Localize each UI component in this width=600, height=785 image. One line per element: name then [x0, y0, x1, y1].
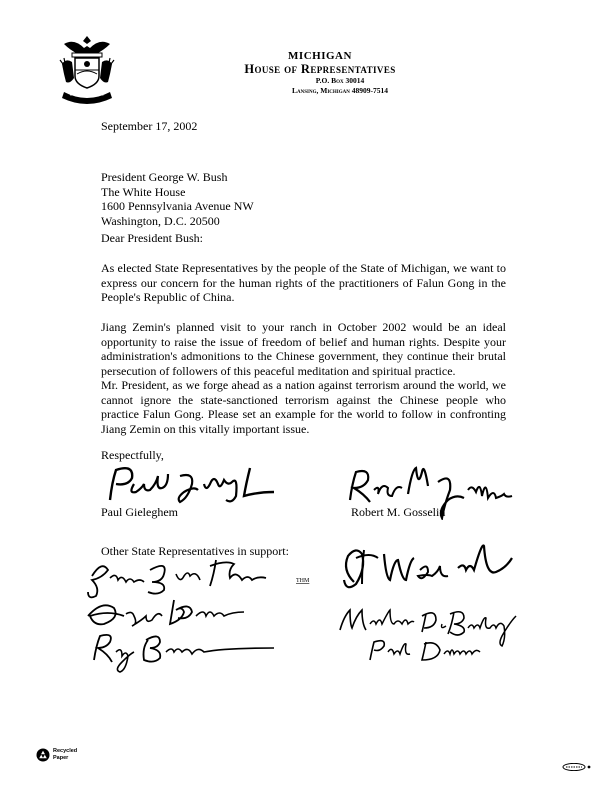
- signer-name: Paul Gieleghem: [101, 505, 178, 519]
- letter-date: September 17, 2002: [101, 119, 198, 133]
- recycled-label: [53, 748, 77, 761]
- recycle-icon: [36, 748, 50, 762]
- letterhead-state: MICHIGAN: [288, 50, 352, 62]
- address-line: Washington, D.C. 20500: [101, 213, 220, 228]
- body-paragraph: Mr. President, as we forge ahead as a nation against terrorism around the world, we cannot ignore the state-sanctioned terrorism against the Chinese people who practice Falun Gong. Please set an example for the world to follow in confronting Jiang Zemin on this vitally important issue.: [101, 378, 506, 436]
- body-paragraph: Jiang Zemin's planned visit to your ranch in October 2002 would be an ideal opportunity to raise the issue of freedom of belief and human rights. Despite your administration's admonitions to the Chinese government, they continue their brutal persecution of followers of this peaceful meditation and spiritual practice.: [101, 320, 506, 378]
- union-bug-icon: [562, 758, 592, 766]
- body-paragraph: As elected State Representatives by the people of the State of Michigan, we want to express our concern for the human rights of the practitioners of Falun Gong in the People's Republic of China.: [101, 261, 506, 305]
- address-line: 1600 Pennsylvania Avenue NW: [101, 199, 254, 214]
- letterhead-po-box: P.O. Box 30014: [315, 76, 365, 85]
- signature-paul-gieleghem: [100, 462, 300, 506]
- support-label: Other State Representatives in support:: [101, 544, 289, 558]
- letterhead: [220, 50, 420, 96]
- svg-text:THM: THM: [296, 578, 310, 584]
- recipient-address: [101, 170, 254, 228]
- letterhead-house: House of Representatives: [244, 62, 396, 76]
- recycled-label-line: Paper: [53, 754, 69, 761]
- closing: Respectfully,: [101, 448, 164, 462]
- signer-name: Robert M. Gosselin: [351, 505, 446, 519]
- supporting-signatures-right: [334, 538, 534, 662]
- recycled-label-line: Recycled: [53, 748, 78, 754]
- address-line: The White House: [101, 184, 186, 199]
- michigan-seal-icon: [58, 34, 116, 106]
- salutation: Dear President Bush:: [101, 231, 203, 245]
- letterhead-city: Lansing, Michigan 48909-7514: [292, 86, 388, 95]
- address-line: President George W. Bush: [101, 170, 228, 184]
- supporting-signatures-left: [86, 556, 326, 676]
